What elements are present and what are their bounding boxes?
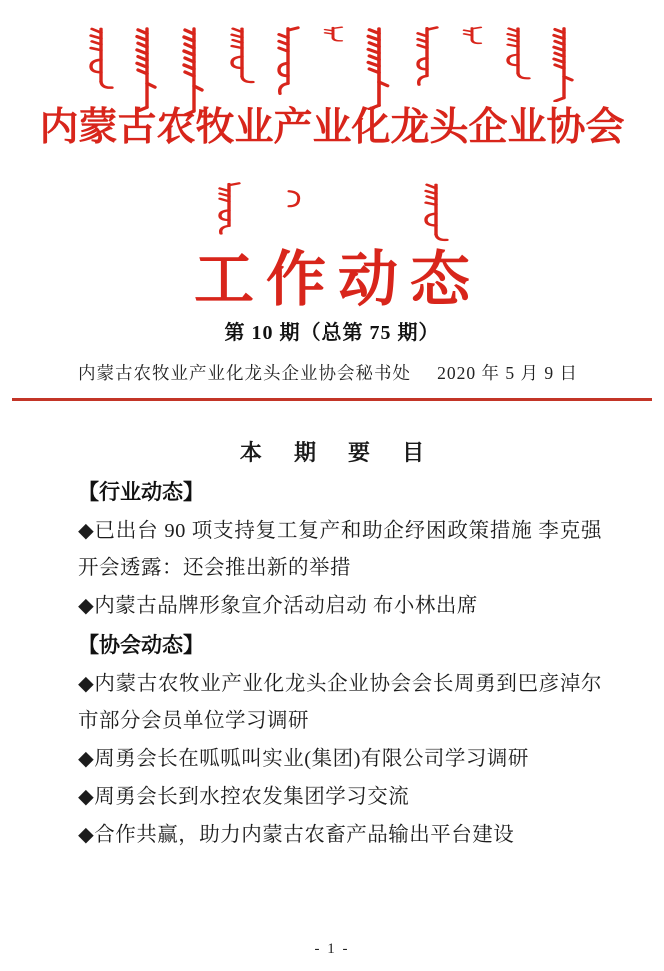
- page-number: - 1 -: [314, 941, 350, 957]
- section-header-industry: 【行业动态】: [78, 481, 204, 504]
- section-header-association: 【协会动态】: [78, 634, 204, 657]
- mongolian-word-icon: [85, 26, 115, 92]
- publish-date: 2020 年 5 月 9 日: [437, 363, 578, 383]
- mongolian-word-icon: [282, 188, 308, 214]
- toc-item: ◆合作共赢，助力内蒙古农畜产品输出平台建设: [78, 824, 515, 846]
- mongolian-word-icon: [226, 26, 256, 86]
- mongolian-word-icon: [502, 26, 532, 82]
- issue-number: 第 10 期（总第 75 期）: [224, 322, 440, 344]
- publisher-name: 内蒙古农牧业产业化龙头企业协会秘书处: [78, 363, 411, 383]
- bulletin-title: 工作动态: [194, 247, 482, 313]
- toc-item: ◆内蒙古农牧业产业化龙头企业协会会长周勇到巴彦淖尔市部分会员单位学习调研: [78, 673, 602, 732]
- org-title: 内蒙古农牧业产业化龙头企业协会: [39, 106, 625, 149]
- toc-item: ◆周勇会长在呱呱叫实业(集团)有限公司学习调研: [78, 748, 529, 770]
- mongolian-word-icon: [320, 26, 346, 62]
- publisher-line: [78, 360, 578, 385]
- mongolian-word-icon: [412, 26, 442, 92]
- toc-item: ◆已出台 90 项支持复工复产和助企纾困政策措施 李克强开会透露：还会推出新的举措: [78, 520, 602, 579]
- mongolian-word-icon: [459, 26, 485, 68]
- red-divider-line: [12, 398, 652, 401]
- toc-item: ◆内蒙古品牌形象宣介活动启动 布小林出席: [78, 595, 478, 617]
- mongolian-word-icon: [549, 26, 579, 102]
- toc-heading: 本 期 要 目: [239, 440, 438, 465]
- toc-item: ◆周勇会长到水控农发集团学习交流: [78, 786, 410, 808]
- toc-body: [78, 472, 602, 855]
- mongolian-word-icon: [273, 26, 303, 102]
